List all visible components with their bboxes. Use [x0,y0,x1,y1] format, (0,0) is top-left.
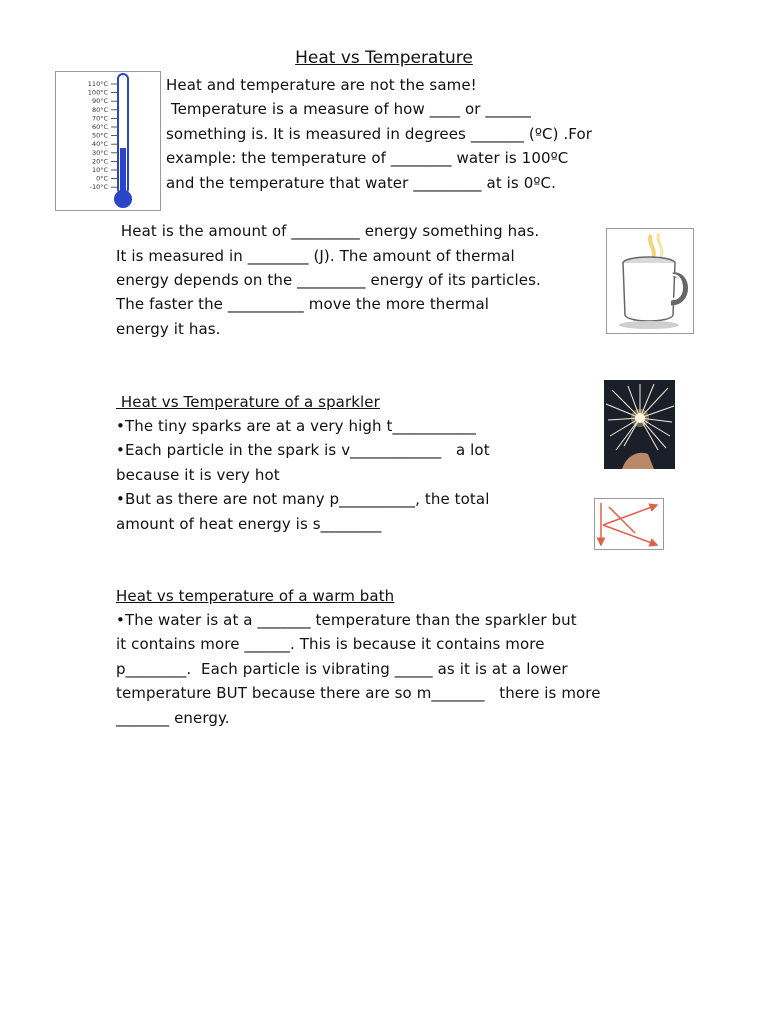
sparkler-line-2: •Each particle in the spark is v____________ a lot [116,441,490,459]
sparkler-image [604,380,675,469]
thermometer-scale-label: -10°C [89,183,108,192]
thermometer-scale-label: 20°C [91,157,108,166]
intro-line-2: Temperature is a measure of how ____ or ______ [166,100,531,118]
thermometer-scale-label: 110°C [87,80,108,88]
sparkler-heading: Heat vs Temperature of a sparkler [116,393,380,411]
intro-line-3: something is. It is measured in degrees _______ (ºC) .For [166,125,593,143]
bath-line-4: temperature BUT because there are so m_______ there is more [116,684,601,702]
thermometer-scale-label: 60°C [91,123,108,131]
thermometer-scale [88,80,118,191]
thermometer-scale-label: 100°C [87,88,108,97]
heat-line-5: energy it has. [116,320,221,338]
heat-line-4: The faster the __________ move the more thermal [116,295,490,313]
hot-mug-image [606,228,694,334]
sparkler-line-4: •But as there are not many p__________, the total [116,490,490,508]
bath-line-2: it contains more ______. This is because it contains more [116,635,545,653]
intro-line-4: example: the temperature of ________ water is 100ºC [166,149,569,167]
intro-line-1: Heat and temperature are not the same! [166,76,477,94]
sparkler-line-5: amount of heat energy is s________ [116,515,382,533]
thermometer-image [55,71,161,211]
sparkler-line-3: because it is very hot [116,466,280,484]
thermometer-scale-label: 50°C [91,131,108,140]
thermometer-scale-label: 40°C [91,140,108,149]
thermometer-scale-label: 0°C [96,174,108,183]
bath-line-1: •The water is at a _______ temperature than the sparkler but [116,611,577,629]
heat-line-2: It is measured in ________ (J). The amount of thermal [116,247,515,265]
sparkler-line-1: •The tiny sparks are at a very high t___________ [116,417,477,435]
bath-line-3: p________. Each particle is vibrating _____ as it is at a lower [116,660,568,678]
thermometer-scale-label: 70°C [91,114,108,123]
thermometer-scale-label: 90°C [91,97,108,106]
heat-line-3: energy depends on the _________ energy of its particles. [116,271,541,289]
heat-line-1: Heat is the amount of _________ energy something has. [116,222,540,240]
thermometer-scale-label: 30°C [91,148,108,157]
intro-line-5: and the temperature that water _________ at is 0ºC. [166,174,556,192]
page-title: Heat vs Temperature [295,48,473,68]
bath-heading: Heat vs temperature of a warm bath [116,587,395,605]
bath-line-5: _______ energy. [116,709,230,727]
thermometer-scale-label: 10°C [91,166,108,174]
thermometer-scale-label: 80°C [91,105,108,114]
particle-motion-arrows-image [594,498,664,550]
